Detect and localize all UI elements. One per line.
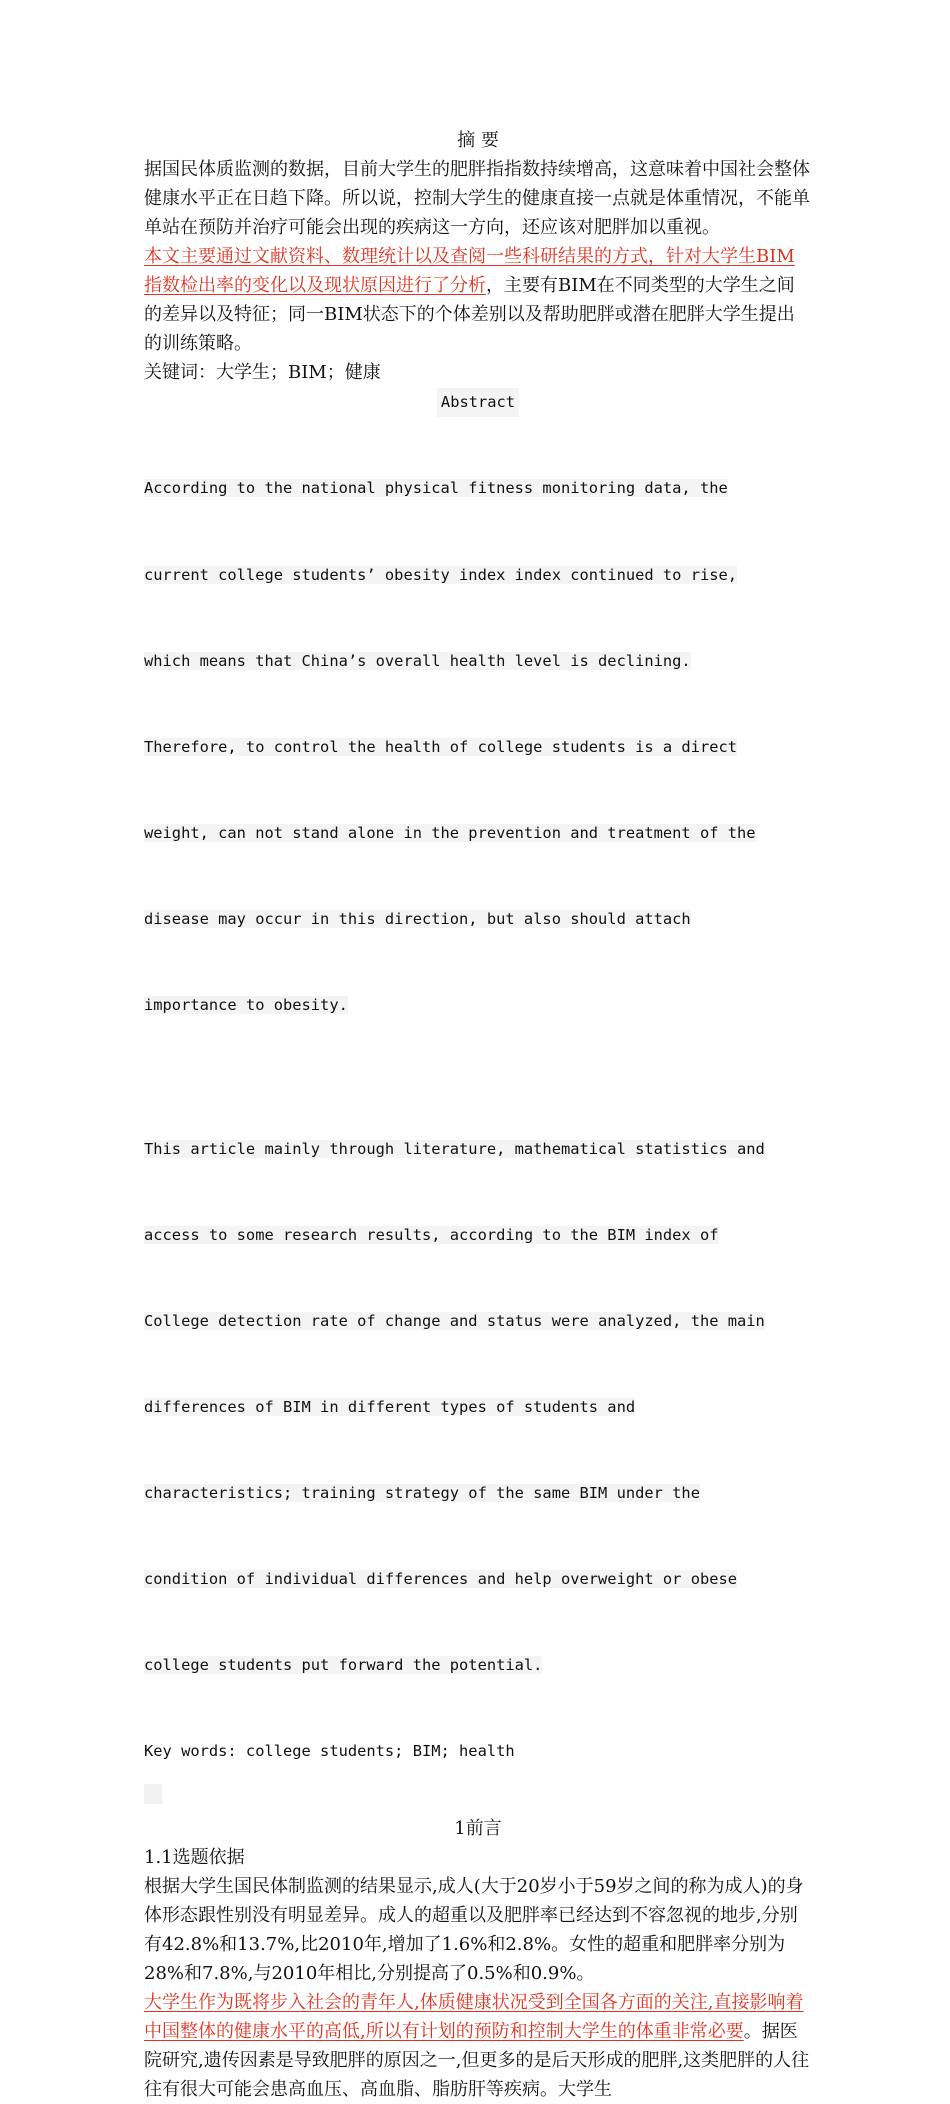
abstract-cn-paragraph-1: 据国民体质监测的数据，目前大学生的肥胖指指数持续增高，这意味着中国社会整体健康水平正在日趋下降。所以说，控制大学生的健康直接一点就是体重情况，不能单单站在预防并治疗可能会出现的疾病这一方向，还应该对肥胖加以重视。 xyxy=(144,159,810,238)
en-line-text: importance to obesity. xyxy=(144,996,348,1015)
en-line xyxy=(144,905,812,934)
en-line xyxy=(144,1393,812,1422)
abstract-en-paragraph-2 xyxy=(144,1077,812,1737)
en-line-text: condition of individual differences and help overweight or obese xyxy=(144,1570,738,1589)
en-line-text: College detection rate of change and status were analyzed, the main xyxy=(144,1311,765,1330)
section-1-paragraph-1: 根据大学生国民体制监测的结果显示,成人(大于20岁小于59岁之间的称为成人)的身体形态跟性别没有明显差异。成人的超重以及肥胖率已经达到不容忽视的地步,分别有42.8%和13.7%,比2010年,增加了1.6%和2.8%。女性的超重和肥胖率分别为28%和7.8%,与2010年相比,分别提高了0.5%和0.9%。 xyxy=(144,1876,804,1985)
section-1-1-subtitle: 1.1选题依据 xyxy=(144,1847,245,1869)
abstract-cn-paragraph-2 xyxy=(144,242,812,358)
blank-line xyxy=(144,1766,812,1808)
highlighted-sentence: 大学生作为既将步入社会的青年人,体质健康状况受到全国各方面的关注,直接影响着中国整体的健康水平的高低,所以有计划的预防和控制大学生的体重非常必要 xyxy=(144,1992,804,2043)
en-line-text: According to the national physical fitness monitoring data, the xyxy=(144,479,728,498)
en-line xyxy=(144,733,812,762)
en-line xyxy=(144,474,812,503)
document-content xyxy=(144,126,812,2104)
en-line xyxy=(144,1479,812,1508)
en-line xyxy=(144,1221,812,1250)
en-line-text: college students put forward the potential. xyxy=(144,1656,543,1675)
en-line-text: current college students’ obesity index index continued to rise, xyxy=(144,565,738,584)
abstract-en-title: Abstract xyxy=(437,388,519,417)
en-line xyxy=(144,819,812,848)
empty-paragraph-mark xyxy=(144,1784,162,1804)
en-line xyxy=(144,1307,812,1336)
en-line-text: differences of BIM in different types of students and xyxy=(144,1397,636,1416)
en-line-text: weight, can not stand alone in the prevention and treatment of the xyxy=(144,823,756,842)
en-line-text: Therefore, to control the health of college students is a direct xyxy=(144,737,738,756)
en-line xyxy=(144,1135,812,1164)
abstract-en-paragraph-1 xyxy=(144,417,812,1077)
section-1-title: 1前言 xyxy=(454,1818,502,1840)
keywords-en: Key words: college students; BIM; health xyxy=(144,1742,515,1761)
highlighted-sentence: 本文主要通过文献资料、数理统计以及查阅一些科研结果的方式，针对大学生BIM指数检出率的变化以及现状原因进行了分析 xyxy=(144,246,795,296)
abstract-en-title-row xyxy=(144,387,812,417)
paragraph-continuation: ，主要有BIM在不同类型的大学生之间的差异以及特征；同一BIM状态下的个体差别以及帮助肥胖或潜在肥胖大学生提出的训练策略。 xyxy=(144,275,795,354)
en-line-text: This article mainly through literature, mathematical statistics and xyxy=(144,1139,765,1158)
keywords-cn: 关键词：大学生；BIM；健康 xyxy=(144,362,381,383)
en-line-text: which means that China’s overall health level is declining. xyxy=(144,651,691,670)
en-line xyxy=(144,1565,812,1594)
abstract-cn-title: 摘 要 xyxy=(457,130,499,151)
en-line xyxy=(144,647,812,676)
section-1-paragraph-2 xyxy=(144,1988,812,2104)
en-line xyxy=(144,1651,812,1680)
en-line-text: access to some research results, according to the BIM index of xyxy=(144,1225,719,1244)
en-line xyxy=(144,561,812,590)
en-line xyxy=(144,991,812,1020)
en-line-text: disease may occur in this direction, but also should attach xyxy=(144,909,691,928)
en-line-text: characteristics; training strategy of the same BIM under the xyxy=(144,1484,700,1503)
paragraph-continuation: 。据医院研究,遗传因素是导致肥胖的原因之一,但更多的是后天形成的肥胖,这类肥胖的人往往有很大可能会患高血压、高血脂、脂肪肝等疾病。大学生 xyxy=(144,2021,810,2101)
